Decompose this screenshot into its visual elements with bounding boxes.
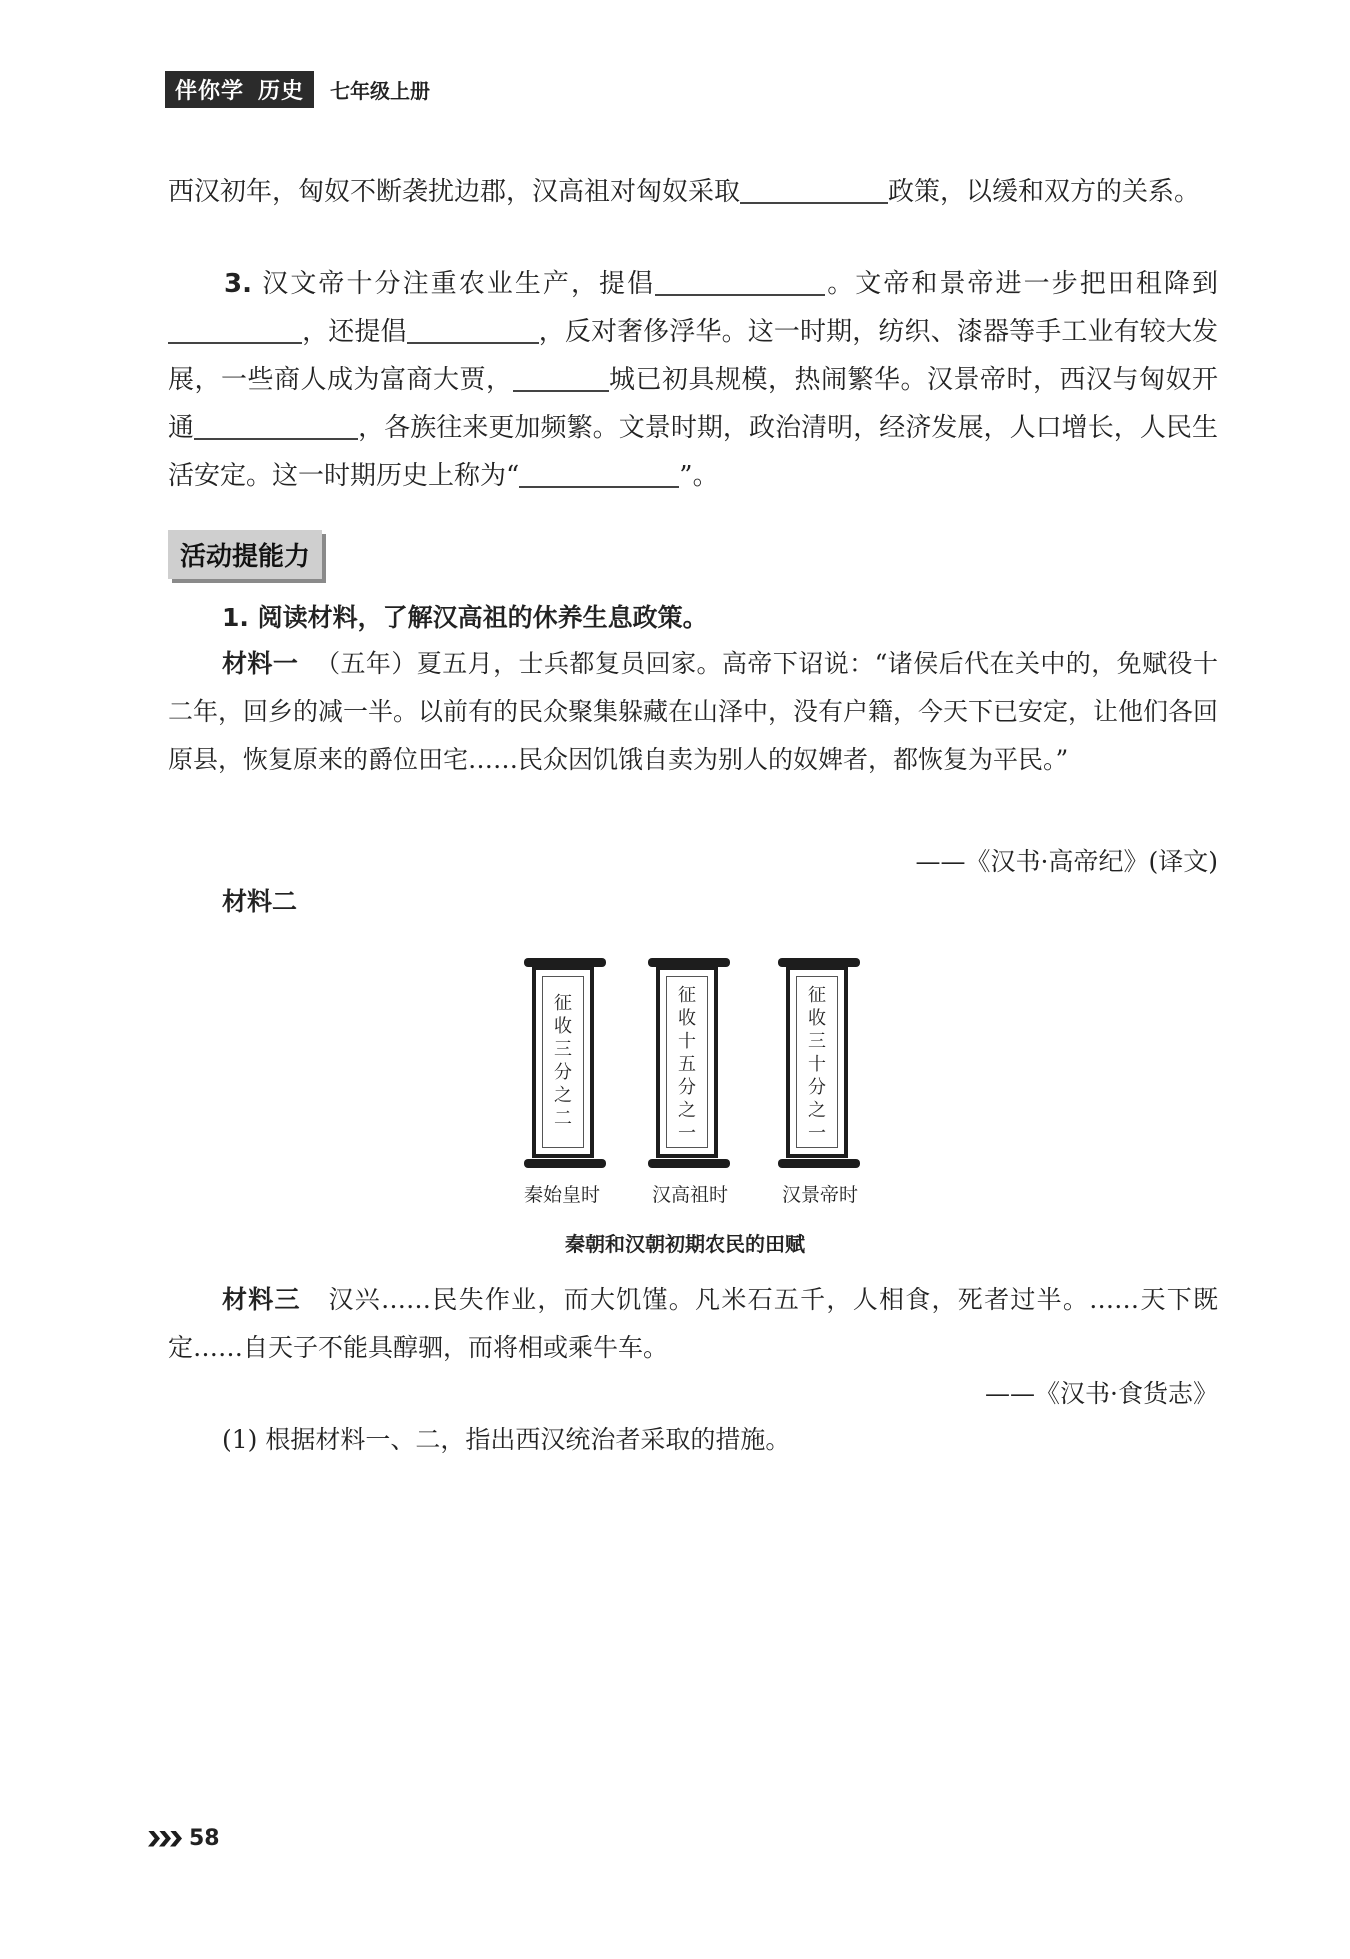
material-1-label: 材料一 — [222, 649, 299, 678]
material-1-text: （五年）夏五月，士兵都复员回家。高帝下诏说：“诸侯后代在关中的，免赋役十二年，回乡的减一半。以前有的民众聚集躲藏在山泽中，没有户籍，今天下已安定，让他们各回原县，恢复原来的爵位田宅……民众因饥饿自卖为别人的奴婢者，都恢复为平民。” — [168, 649, 1219, 774]
scroll-text — [660, 984, 714, 1145]
scroll-text — [536, 992, 590, 1130]
scroll-han-gaozu — [652, 958, 726, 1168]
brand-name: 伴你学 — [175, 78, 245, 104]
q3-text-5: 城已初具规模，热闹繁华。汉景帝时，西汉与匈奴开通 — [168, 365, 1218, 443]
material-3-text: 汉兴……民失作业，而大饥馑。凡米石五千，人相食，死者过半。……天下既定……自天子不能具醇驷，而将相或乘牛车。 — [168, 1285, 1218, 1362]
material-3-source: ——《汉书·食货志》 — [985, 1379, 1218, 1408]
material-3 — [168, 1276, 1218, 1372]
q3-text-6: ，各族往来更加频繁。文景时期，政治清明，经济发展，人口增长，人民生活安定。这一时期历史上称为“ — [168, 413, 1218, 491]
fill-blank[interactable] — [194, 408, 358, 440]
book-brand — [165, 71, 314, 108]
fill-blank[interactable] — [407, 312, 539, 344]
page-footer — [148, 1826, 220, 1851]
scroll-char: 之 — [678, 1100, 696, 1121]
figure-caption: 秦朝和汉朝初期农民的田赋 — [565, 1232, 805, 1256]
chevrons-icon — [148, 1831, 181, 1847]
fill-blank[interactable] — [655, 264, 825, 296]
q3-text-4: ，反对奢侈浮华。这一时期，纺织、漆器等手工业有较大发展，一些商人成为富商大贾， — [168, 317, 1218, 395]
scroll-char: 一 — [808, 1123, 826, 1144]
q3-text-1: 汉文帝十分注重农业生产，提倡 — [262, 269, 656, 299]
scroll-qin — [528, 958, 602, 1168]
material-3-label: 材料三 — [222, 1285, 301, 1314]
scroll-label: 汉景帝时 — [781, 1184, 858, 1206]
scroll-char: 收 — [808, 1008, 826, 1029]
fill-blank[interactable] — [168, 312, 302, 344]
question-3 — [168, 260, 1218, 500]
q3-text-3: ，还提倡 — [302, 317, 407, 347]
scroll-char: 之 — [808, 1100, 826, 1121]
scroll-char: 十 — [678, 1031, 696, 1052]
brand-subject: 历史 — [258, 78, 305, 104]
scroll-text — [790, 984, 844, 1145]
q3-text-7: ”。 — [679, 461, 719, 491]
fill-blank[interactable] — [740, 172, 888, 204]
grade-label: 七年级上册 — [330, 78, 431, 103]
question-1-title: 1. 阅读材料，了解汉高祖的休养生息政策。 — [222, 603, 708, 632]
question-3-number: 3. — [224, 269, 252, 299]
fill-blank[interactable] — [513, 360, 609, 392]
scroll-char: 二 — [554, 1108, 572, 1129]
sub-question-1: (1) 根据材料一、二，指出西汉统治者采取的措施。 — [222, 1425, 791, 1454]
material-2-label: 材料二 — [222, 887, 298, 916]
section-title: 活动提能力 — [168, 530, 322, 579]
scroll-char: 十 — [808, 1054, 826, 1075]
q3-text-2: 。文帝和景帝进一步把田租降到 — [825, 269, 1218, 299]
scroll-char: 分 — [808, 1077, 826, 1098]
page-number: 58 — [189, 1826, 220, 1851]
page-header — [165, 72, 430, 106]
fill-blank[interactable] — [519, 456, 679, 488]
scroll-char: 一 — [678, 1123, 696, 1144]
scroll-char: 三 — [554, 1039, 572, 1060]
scroll-han-jingdi — [782, 958, 856, 1168]
scroll-char: 征 — [808, 985, 826, 1006]
scroll-char: 收 — [554, 1016, 572, 1037]
intro-text-2: 政策，以缓和双方的关系。 — [888, 177, 1201, 207]
scroll-char: 征 — [678, 985, 696, 1006]
scroll-label: 汉高祖时 — [651, 1184, 728, 1206]
scroll-char: 三 — [808, 1031, 826, 1052]
scroll-char: 分 — [554, 1062, 572, 1083]
material-1-source: ——《汉书·高帝纪》(译文) — [915, 847, 1218, 876]
intro-paragraph — [168, 168, 1218, 216]
scroll-char: 征 — [554, 993, 572, 1014]
scroll-label: 秦始皇时 — [523, 1184, 600, 1206]
scroll-char: 收 — [678, 1008, 696, 1029]
intro-text-1: 西汉初年，匈奴不断袭扰边郡，汉高祖对匈奴采取 — [168, 177, 741, 207]
material-1 — [168, 640, 1218, 784]
scroll-char: 分 — [678, 1077, 696, 1098]
scroll-char: 之 — [554, 1085, 572, 1106]
scroll-char: 五 — [678, 1054, 696, 1075]
